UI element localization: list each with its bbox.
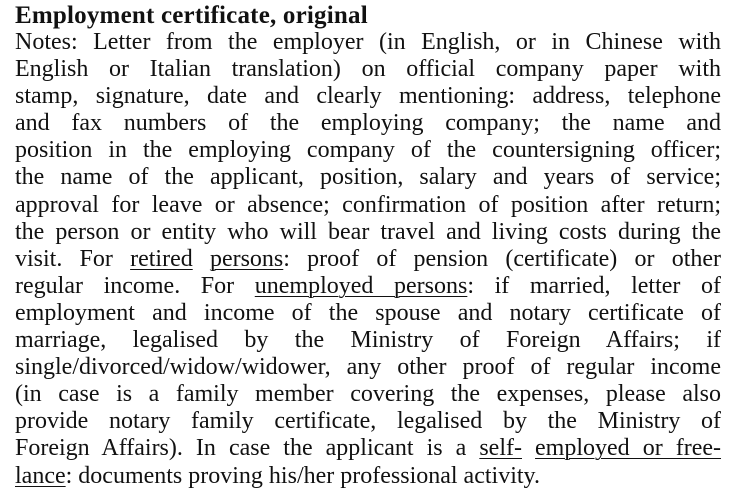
text-segment: approval for leave or absence; confirmation of position after return; xyxy=(15,191,721,218)
text-line xyxy=(15,56,721,83)
text-segment: position in the employing company of the countersigning officer; xyxy=(15,137,721,164)
text-line xyxy=(15,192,721,219)
document xyxy=(15,2,721,490)
text-line xyxy=(15,354,721,381)
text-line xyxy=(15,435,721,462)
text-segment: the name of the applicant, position, salary and years of service; xyxy=(15,164,721,191)
text-line xyxy=(15,83,721,110)
text-segment: English or Italian translation) on official company paper with xyxy=(15,56,721,83)
text-segment xyxy=(522,435,535,461)
text-line xyxy=(15,110,721,137)
text-segment: : if married, letter of xyxy=(467,272,722,299)
text-segment: Foreign Affairs). In case the applicant is a xyxy=(15,435,480,462)
text-segment: regular income. For xyxy=(15,272,255,299)
underlined-term: employed or free- xyxy=(535,435,722,462)
underlined-term: self- xyxy=(479,435,522,462)
text-line xyxy=(15,164,721,191)
text-segment: the person or entity who will bear travel and living costs during the xyxy=(15,218,721,245)
text-line xyxy=(15,29,721,56)
text-segment: (in case is a family member covering the expenses, please also xyxy=(15,381,721,408)
underlined-term: persons xyxy=(209,245,284,272)
text-line xyxy=(15,327,721,354)
notes-paragraph xyxy=(15,29,721,490)
text-segment: : proof of pension (certificate) or other xyxy=(283,245,722,272)
underlined-term: retired xyxy=(130,245,193,272)
text-segment: Notes: Letter from the employer (in English, or in Chinese with xyxy=(15,29,721,55)
text-segment xyxy=(193,246,210,272)
text-segment: marriage, legalised by the Ministry of Foreign Affairs; if xyxy=(15,327,721,354)
text-line xyxy=(15,219,721,246)
text-line xyxy=(15,246,721,273)
text-line xyxy=(15,300,721,327)
text-line xyxy=(15,463,721,490)
text-segment: stamp, signature, date and clearly mentioning: address, telephone xyxy=(15,83,721,110)
text-line xyxy=(15,408,721,435)
text-line xyxy=(15,137,721,164)
underlined-term: unemployed persons xyxy=(254,272,468,299)
text-segment: provide notary family certificate, legalised by the Ministry of xyxy=(15,408,721,435)
text-segment: and fax numbers of the employing company; the name and xyxy=(15,110,721,137)
text-segment: : documents proving his/her professional activity. xyxy=(65,462,540,489)
text-segment: visit. For xyxy=(15,245,131,272)
text-segment: single/divorced/widow/widower, any other proof of regular income xyxy=(15,354,721,381)
text-line xyxy=(15,273,721,300)
underlined-term: lance xyxy=(15,462,66,489)
document-title: Employment certificate, original xyxy=(15,2,368,29)
text-line xyxy=(15,381,721,408)
text-segment: employment and income of the spouse and notary certificate of xyxy=(15,299,721,326)
